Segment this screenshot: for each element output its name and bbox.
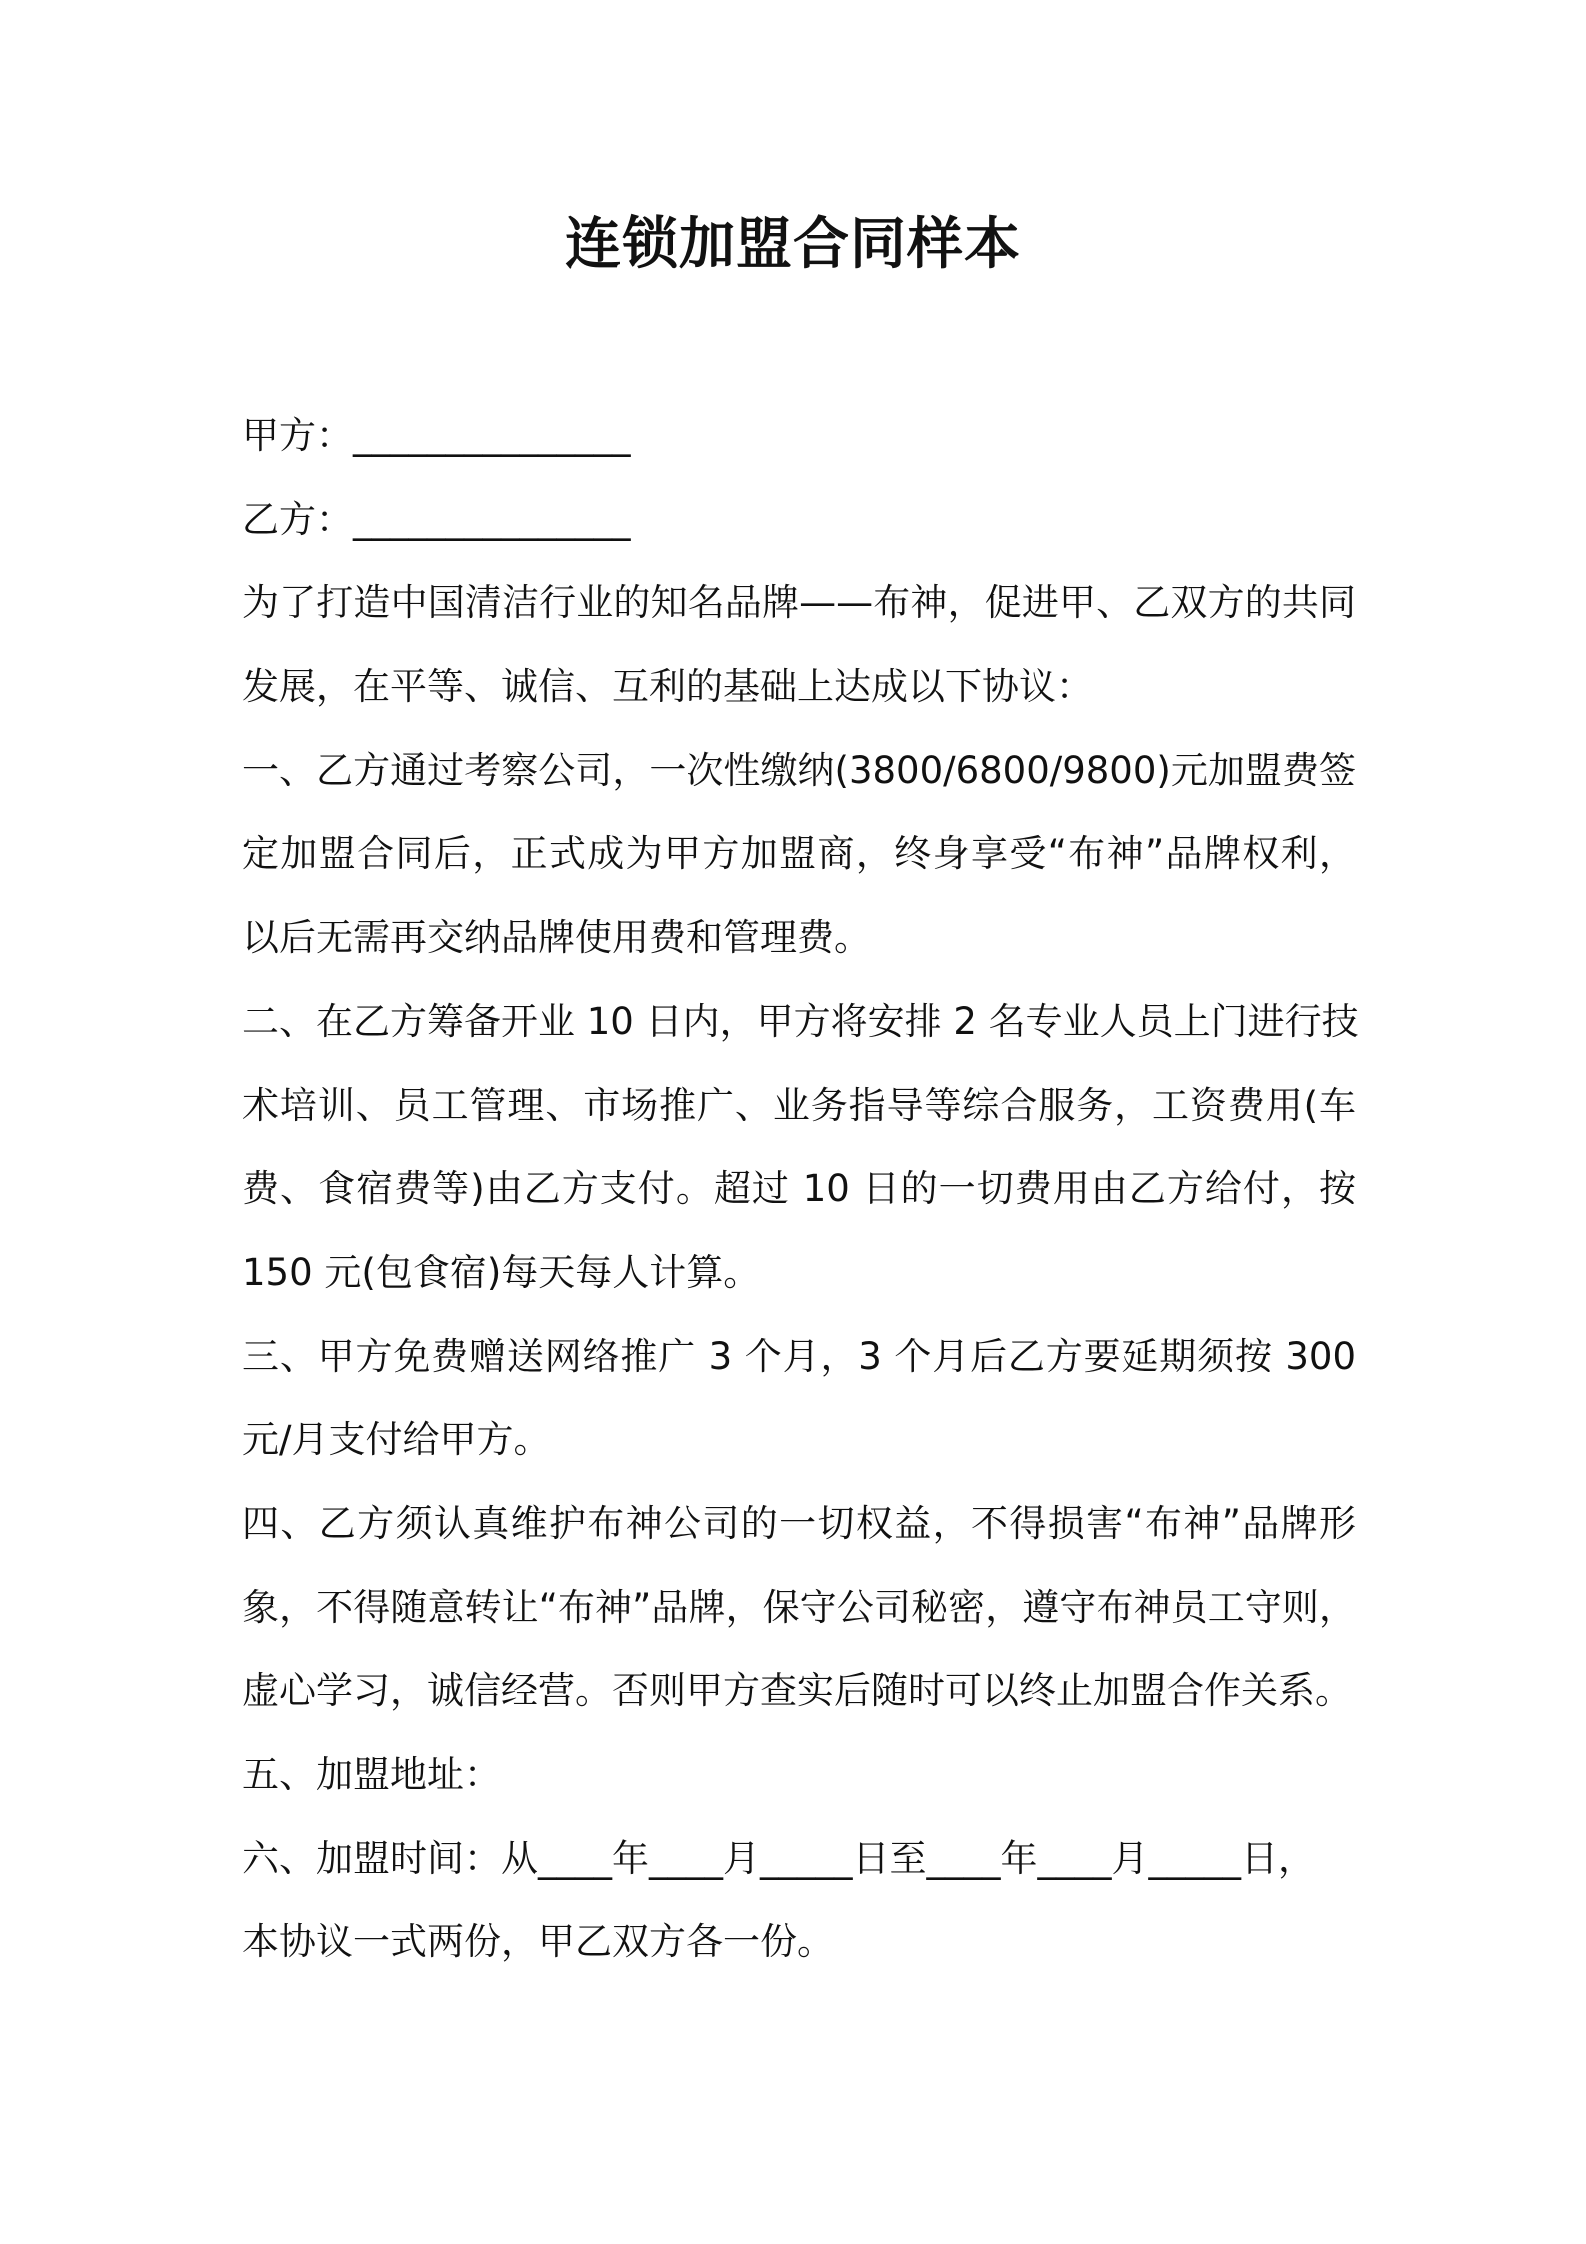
clause-2-paragraph [242,980,1359,1315]
paragraph-line: 为了打造中国清洁行业的知名品牌——布神，促进甲、乙双方的共同 [242,581,1356,625]
party-b-line: 乙方：_______________ [242,497,631,541]
paragraph-line: 四、乙方须认真维护布神公司的一切权益，不得损害“布神”品牌形 [242,1501,1356,1545]
document-title: 连锁加盟合同样本 [565,212,1021,277]
paragraph-line: 发展，在平等、诚信、互利的基础上达成以下协议： [242,665,1093,709]
paragraph-line: 定加盟合同后，正式成为甲方加盟商，终身享受“布神”品牌权利， [242,832,1356,876]
paragraph-line: 三、甲方免费赠送网络推广 3 个月，3 个月后乙方要延期须按 300 [242,1334,1356,1378]
clause-1-paragraph [242,729,1356,980]
paragraph-line: 一、乙方通过考察公司，一次性缴纳(3800/6800/9800)元加盟费签 [242,748,1356,792]
clause-3-paragraph [242,1315,1356,1482]
clause-4-paragraph [242,1482,1356,1733]
paragraph-line: 150 元(包食宿)每天每人计算。 [242,1250,761,1294]
paragraph-line: 以后无需再交纳品牌使用费和管理费。 [242,916,871,960]
paragraph-line: 元/月支付给甲方。 [242,1418,551,1462]
clause-5-paragraph [242,1733,1356,1817]
document-body [242,394,1359,1984]
paragraph-line: 六、加盟时间：从____年____月_____日至____年____月_____日， [242,1836,1315,1880]
paragraph-line: 象，不得随意转让“布神”品牌，保守公司秘密，遵守布神员工守则， [242,1585,1356,1629]
paragraph-line: 二、在乙方筹备开业 10 日内，甲方将安排 2 名专业人员上门进行技 [242,999,1359,1043]
paragraph-line: 虚心学习，诚信经营。否则甲方查实后随时可以终止加盟合作关系。 [242,1669,1352,1713]
paragraph-line: 本协议一式两份，甲乙双方各一份。 [242,1920,834,1964]
paragraph-line: 术培训、员工管理、市场推广、业务指导等综合服务，工资费用(车 [242,1083,1356,1127]
party-a-line: 甲方：_______________ [242,414,631,457]
clause-6-paragraph [242,1817,1356,1984]
paragraph-line: 费、食宿费等)由乙方支付。超过 10 日的一切费用由乙方给付，按 [242,1167,1356,1211]
preamble-paragraph [242,561,1356,728]
paragraph-line: 五、加盟地址： [242,1753,501,1796]
